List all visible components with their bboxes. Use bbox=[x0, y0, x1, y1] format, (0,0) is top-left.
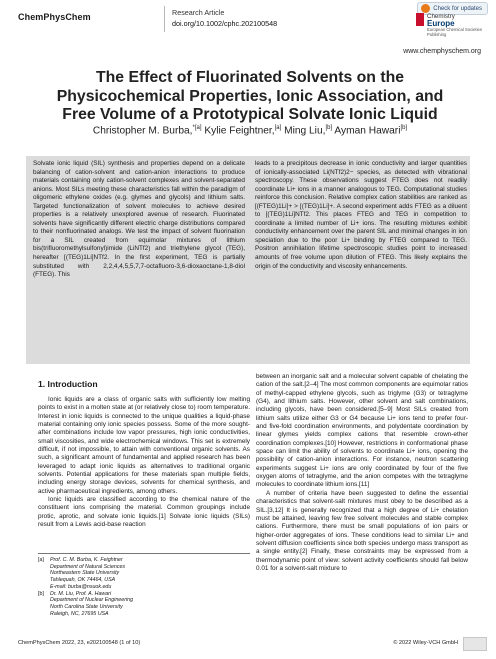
article-type: Research Article bbox=[172, 8, 225, 17]
chemistry-europe-logo bbox=[416, 13, 494, 35]
footnote-line: Department of Nuclear Engineering bbox=[50, 597, 134, 604]
footnote-line: Raleigh, NC, 27695 USA bbox=[50, 610, 109, 617]
logo-line2: Europe bbox=[427, 19, 455, 28]
abstract-left-column: Solvate ionic liquid (SIL) synthesis and properties depend on a delicate balancing of cation-solvent and cation-anion interactions to produce materials containing only cation-solvent complexes and solvent-separated anions. Most SILs meeting these characteristics fall within the paradigm of oligomeric ethylene oxides (e.g. glymes and glycols) and lithium salts. Targeted functionalization of solvent molecules to achieve desired properties is a relatively unexplored avenue of research. Fluorinated solvents have significantly different electric charge distributions compared to their nonfluorinated analogs. We test the impact of solvent fluorination for a SIL created from equimolar mixtures of lithium bis(trifluoromethylsulfonyl)imide (LiNTf2) and triethylene glycol (TEG), hereafter [(TEG)1Li]NTf2. In the first experiment, TEG is partially substituted with 2,2,4,4,5,5,7,7-octafluoro-3,6-dioxaoctane-1,8-diol (FTEG). This bbox=[33, 160, 245, 279]
logo-mark-icon bbox=[416, 13, 424, 26]
author-affiliation: [b] bbox=[325, 125, 333, 131]
journal-name: ChemPhysChem bbox=[18, 12, 91, 22]
author-affiliation: *[a] bbox=[192, 125, 202, 131]
check-updates-icon bbox=[421, 4, 430, 13]
doi-link[interactable]: doi.org/10.1002/cphc.202100548 bbox=[172, 19, 278, 28]
abstract-right-column: leads to a precipitous decrease in ionic conductivity and larger quantities of ionically-associated Li(NTf2)2− species, as detected with vibrational spectroscopy. These observations suggest FTEG does not readily coordinate Li+ ions in a manner analogous to TEG. Computational studies reinforce this conclusion. Relative complex cation stabilities are ranked as [(FTEG)1Li]+ > [(TEG)1Li]+. A second experiment adds FTEG as a diluent to [(TEG)1Li]NTf2. This places FTEG and TEG in competition to coordinate a limited number of Li+ ions. The resulting mixtures exhibit conductivity enhancement over the parent SIL and minimal changes in ion speciation due to the poor Li+ binding by FTEG compared to TEG. Positron annihilation lifetime spectroscopic studies point to increased amounts of free volume upon dilution of FTEG. This likely explains the origin of the conductivity and viscosity enhancements. bbox=[255, 160, 467, 270]
section-heading: 1. Introduction bbox=[38, 379, 98, 389]
body-left-column bbox=[38, 396, 250, 530]
footnote-rule bbox=[38, 553, 250, 554]
footnote-line: Tahlequah, OK 74464, USA bbox=[50, 577, 116, 584]
author-name[interactable]: Ayman Hawari bbox=[334, 125, 401, 137]
check-updates-label: Check for updates bbox=[433, 5, 482, 12]
author-name[interactable]: Kylie Feightner, bbox=[204, 125, 275, 137]
paragraph: between an inorganic salt and a molecular solvent capable of chelating the cation of the salt.[2–4] The most common components are equimolar ratios of methyl-capped ethylene glycols, such as triglyme (G3) or tetraglyme (G4), and lithium salts. However, other solvent and salt combinations, including glycols, have been considered.[5–9] Most SILs created from lithium salts utilize either G3 or G4 because Li+ ions tend to prefer four- and five-fold coordination environments, and polydentate coordination by linear glymes yields complex cations that resemble crown-ether coordination complexes.[10] However, restrictions in conformational phase space can limit the ability of solvents to coordinate Li+ ions, opening the possibility of cation-anion interactions. For instance, neutron scattering experiments suggest Li+ ions are only coordinated by four of the five oxygen atoms of tetraglyme, and the anion competes with the tetraglyme molecules to coordinate lithium ions.[11] bbox=[256, 373, 468, 489]
author-name[interactable]: Ming Liu, bbox=[284, 125, 326, 137]
footnote-label: [b] bbox=[38, 590, 44, 597]
footnote-email[interactable]: E-mail: burba@nsuok.edu bbox=[50, 583, 112, 590]
affiliation-footnotes bbox=[38, 557, 250, 617]
author-name[interactable]: Christopher M. Burba, bbox=[92, 125, 193, 137]
author-list bbox=[40, 125, 460, 136]
paragraph: Ionic liquids are classified according to the chemical nature of the constituent ions comprising the material. Common groupings include protic, aprotic, and solvate ionic liquids.[1] Solvate ionic liquids (SILs) result from a Lewis acid-base reaction bbox=[38, 496, 250, 529]
footnote-line: Northeastern State University bbox=[50, 570, 120, 577]
page-footer-copyright: © 2022 Wiley-VCH GmbH bbox=[393, 640, 458, 646]
footnote-line: Prof. C. M. Burba, K. Feightner bbox=[50, 557, 123, 563]
journal-website[interactable]: www.chemphyschem.org bbox=[403, 48, 481, 55]
paragraph: Ionic liquids are a class of organic salts with sufficiently low melting points to exist in a molten state at (or relatively close to) room temperature. Interest in ionic liquids is connected to the unique qualities a liquid-phase material containing only ionic species possess. Some of the more sought-after combinations include low vapor pressures, high ionic conductivities, small viscosities, and wide electrochemical windows. This set is extremely difficult, if not impossible, to attain with conventional organic solvents. As such, a significant amount of fundamental and applied research has been leveraged to adapt ionic liquids as alternatives to traditional organic solvents. Potential applications for these materials span multiple fields, including energy storage devices, solvents for chemical synthesis, and active pharmaceutical ingredients, among others. bbox=[38, 396, 250, 495]
footnote-line: Dr. M. Liu, Prof. A. Hawari bbox=[50, 590, 112, 597]
author-affiliation: [a] bbox=[274, 125, 282, 131]
publisher-logo-icon bbox=[463, 637, 487, 651]
footnote-line: Department of Natural Sciences bbox=[50, 563, 126, 570]
logo-line3: European Chemical Societies Publishing bbox=[427, 27, 482, 37]
body-right-column bbox=[256, 373, 468, 573]
footnote-label: [a] bbox=[38, 557, 44, 563]
article-title: The Effect of Fluorinated Solvents on the Physicochemical Properties, Ionic Association, and Free Volume of a Prototypical Solvate Ionic Liquid bbox=[56, 69, 444, 123]
paragraph: A number of criteria have been suggested to define the essential characteristics that solvent-salt mixtures must obey to be described as a SIL.[3,12] It is generally recognized that a high degree of Li+ chelation must be attained, leaving few free solvent molecules and stable complex cations. Furthermore, there must be small populations of ion pairs or higher-order aggregates of ions. These conditions lead to similar Li+ and solvent diffusion coefficients since both species undergo mass transport as a single entity.[2] Finally, these constraints may be expressed from a thermodynamic point of view: solvent activity coefficients should fall below 0.01 for a solvent-salt mixture to bbox=[256, 489, 468, 572]
header-divider bbox=[164, 6, 165, 32]
footnote-line: North Carolina State University bbox=[50, 603, 123, 610]
page-footer-citation: ChemPhysChem 2022, 23, e202100548 (1 of 10) bbox=[18, 640, 141, 646]
abstract-box bbox=[26, 156, 470, 364]
logo-line1: Chemistry bbox=[427, 13, 455, 20]
author-affiliation: [b] bbox=[400, 125, 408, 131]
